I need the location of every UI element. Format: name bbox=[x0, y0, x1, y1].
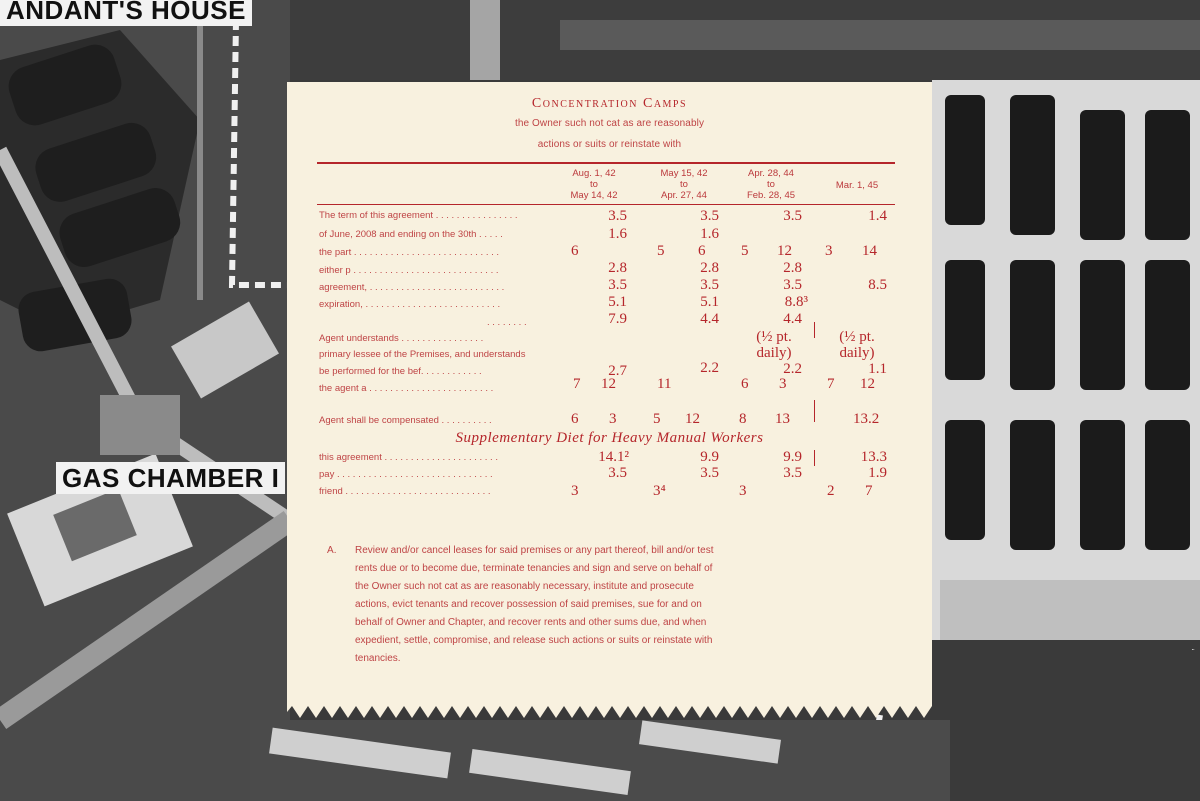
cell-r2-c1: 1.6 bbox=[608, 226, 627, 242]
cell-r12-d: 12 bbox=[685, 411, 700, 427]
cell-r3-e: 12 bbox=[777, 243, 792, 259]
cell-r8-c3: (½ pt. bbox=[756, 329, 792, 345]
cell-r3-c: 6 bbox=[698, 243, 706, 259]
cell-r4-c3: 2.8 bbox=[783, 260, 802, 276]
cell-r10-c1: 2.7 bbox=[608, 363, 627, 379]
row-label-6: expiration, . . . . . . . . . . . . . . . . . . . . . . . . . . bbox=[319, 299, 501, 310]
cell2-r1-c4: 13.3 bbox=[860, 449, 887, 465]
cell-r12-b: 3 bbox=[609, 411, 617, 427]
cell2-r1-c2: 9.9 bbox=[700, 449, 719, 465]
row-label-3: the part . . . . . . . . . . . . . . . . . . . . . . . . . . . . bbox=[319, 247, 500, 258]
cell2-r2-c1: 3.5 bbox=[608, 465, 627, 481]
col1-from: Aug. 1, 42 bbox=[572, 168, 616, 179]
cell-r11-h: 12 bbox=[860, 376, 875, 392]
row-label-11: the agent a . . . . . . . . . . . . . . . . . . . . . . . . bbox=[319, 383, 494, 394]
cell-r1-c1: 3.5 bbox=[608, 208, 627, 224]
cell2-r2-c3: 3.5 bbox=[783, 465, 802, 481]
column-header-3 bbox=[735, 168, 807, 201]
cell2-r3-d: 2 bbox=[827, 483, 835, 499]
column-header-2 bbox=[649, 168, 719, 201]
cell-r12-c: 5 bbox=[653, 411, 661, 427]
paragraph-line-4: actions, evict tenants and recover possession of said premises, sue for and on bbox=[355, 599, 702, 610]
intro-line-2: actions or suits or reinstate with bbox=[537, 139, 682, 150]
col2-from: May 15, 42 bbox=[660, 168, 708, 179]
col4-from: Mar. 1, 45 bbox=[835, 180, 879, 191]
cell-r5-c1: 3.5 bbox=[608, 277, 627, 293]
cell-r5-c3: 3.5 bbox=[783, 277, 802, 293]
cell-r3-f: 3 bbox=[825, 243, 833, 259]
commandant-house-label: ANDANT'S HOUSE bbox=[0, 0, 252, 26]
cell-r11-g: 7 bbox=[827, 376, 835, 392]
paragraph-line-7: tenancies. bbox=[355, 653, 401, 664]
cell-r11-f: 3 bbox=[779, 376, 787, 392]
row-label-2: of June, 2008 and ending on the 30th . . . . . bbox=[319, 229, 503, 240]
cell-r12-h: 13.2 bbox=[853, 411, 880, 427]
document-paper bbox=[287, 82, 932, 727]
col3-to-word: to bbox=[767, 179, 775, 190]
row-label-10: be performed for the bef. . . . . . . . . . . . bbox=[319, 366, 482, 377]
cell-r3-a: 6 bbox=[571, 243, 579, 259]
cell-r8-c4: (½ pt. bbox=[839, 329, 875, 345]
col2-to-word: to bbox=[680, 179, 688, 190]
cell-r9-c4: daily) bbox=[839, 345, 875, 361]
cell-r6-c1: 5.1 bbox=[608, 294, 627, 310]
col2-to: Apr. 27, 44 bbox=[661, 190, 707, 201]
document-title: Concentration Camps bbox=[531, 96, 688, 111]
cell-r1-c4: 1.4 bbox=[868, 208, 887, 224]
cell-r11-c: 11 bbox=[657, 376, 672, 392]
cell-r5-c2: 3.5 bbox=[700, 277, 719, 293]
rule-top bbox=[317, 162, 895, 164]
cell-r3-g: 14 bbox=[862, 243, 877, 259]
cell2-r1-c3: 9.9 bbox=[783, 449, 802, 465]
col3-from: Apr. 28, 44 bbox=[748, 168, 794, 179]
cell-r10-c2: 2.2 bbox=[700, 360, 719, 376]
cell-r10-c4: 1.1 bbox=[868, 361, 887, 377]
cell2-r2-c2: 3.5 bbox=[700, 465, 719, 481]
rule-header bbox=[317, 204, 895, 205]
paragraph-line-3: the Owner such not cat as are reasonably necessary, institute and prosecute bbox=[355, 581, 694, 592]
divider-tick-3 bbox=[814, 450, 815, 466]
cell2-r2-c4: 1.9 bbox=[868, 465, 887, 481]
cell-r4-c1: 2.8 bbox=[608, 260, 627, 276]
row-label-1: The term of this agreement . . . . . . . . . . . . . . . . bbox=[319, 210, 518, 221]
cell2-r3-e: 7 bbox=[865, 483, 873, 499]
cell-r11-a: 7 bbox=[573, 376, 581, 392]
cell-r12-e: 8 bbox=[739, 411, 747, 427]
cell-r11-b: 12 bbox=[601, 376, 616, 392]
row-label-8: Agent understands . . . . . . . . . . . . . . . . bbox=[319, 333, 484, 344]
intro-line-1: the Owner such not cat as are reasonably bbox=[514, 118, 705, 129]
cell-r6-c2: 5.1 bbox=[700, 294, 719, 310]
row-label-7: . . . . . . . . bbox=[487, 317, 527, 328]
cell2-r3-b: 3⁴ bbox=[653, 483, 666, 499]
cell-r7-c1: 7.9 bbox=[608, 311, 627, 327]
divider-tick-1 bbox=[814, 322, 815, 338]
col1-to: May 14, 42 bbox=[570, 190, 618, 201]
cell-r3-d: 5 bbox=[741, 243, 749, 259]
paragraph-line-6: expedient, settle, compromise, and release such actions or suits or reinstate with bbox=[355, 635, 713, 646]
cell-r9-c3: daily) bbox=[756, 345, 792, 361]
divider-tick-2 bbox=[814, 400, 815, 422]
row-label-12: Agent shall be compensated . . . . . . . . . . bbox=[319, 415, 492, 426]
cell2-r3-c: 3 bbox=[739, 483, 747, 499]
cell-r5-c4: 8.5 bbox=[868, 277, 887, 293]
cell-r12-a: 6 bbox=[571, 411, 579, 427]
row2-label-2: pay . . . . . . . . . . . . . . . . . . . . . . . . . . . . . . bbox=[319, 469, 493, 480]
column-header-4 bbox=[817, 180, 897, 191]
cell-r6-c3: 8.8³ bbox=[784, 294, 808, 310]
cell-r1-c2: 3.5 bbox=[700, 208, 719, 224]
row-label-4: either p . . . . . . . . . . . . . . . . . . . . . . . . . . . . bbox=[319, 265, 499, 276]
row2-label-1: this agreement . . . . . . . . . . . . . . . . . . . . . . bbox=[319, 452, 498, 463]
paragraph-line-5: behalf of Owner and Chapter, and recover rents and other sums due, and when bbox=[355, 617, 707, 628]
paragraph-line-1: Review and/or cancel leases for said premises or any part thereof, bill and/or test bbox=[355, 545, 714, 556]
cell-r7-c3: 4.4 bbox=[783, 311, 802, 327]
row2-label-3: friend . . . . . . . . . . . . . . . . . . . . . . . . . . . . bbox=[319, 486, 491, 497]
col1-to-word: to bbox=[590, 179, 598, 190]
col3-to: Feb. 28, 45 bbox=[746, 190, 796, 201]
cell2-r1-c1: 14.1² bbox=[598, 449, 629, 465]
column-header-1 bbox=[559, 168, 629, 201]
cell-r3-b: 5 bbox=[657, 243, 665, 259]
supplementary-diet-heading: Supplementary Diet for Heavy Manual Workers bbox=[455, 430, 764, 446]
row-label-5: agreement, . . . . . . . . . . . . . . . . . . . . . . . . . . bbox=[319, 282, 505, 293]
cell-r1-c3: 3.5 bbox=[783, 208, 802, 224]
cell-r11-e: 6 bbox=[741, 376, 749, 392]
row-label-9: primary lessee of the Premises, and understands bbox=[319, 349, 526, 360]
cell-r7-c2: 4.4 bbox=[700, 311, 719, 327]
cell-r10-c3: 2.2 bbox=[783, 361, 802, 377]
cell-r12-f: 13 bbox=[775, 411, 790, 427]
gas-chamber-label: GAS CHAMBER I bbox=[56, 462, 285, 494]
cell-r4-c2: 2.8 bbox=[700, 260, 719, 276]
cell2-r3-a: 3 bbox=[571, 483, 579, 499]
cell-r2-c2: 1.6 bbox=[700, 226, 719, 242]
paragraph-line-2: rents due or to become due, terminate tenancies and sign and serve on behalf of bbox=[355, 563, 713, 574]
paragraph-marker: A. bbox=[327, 545, 337, 556]
